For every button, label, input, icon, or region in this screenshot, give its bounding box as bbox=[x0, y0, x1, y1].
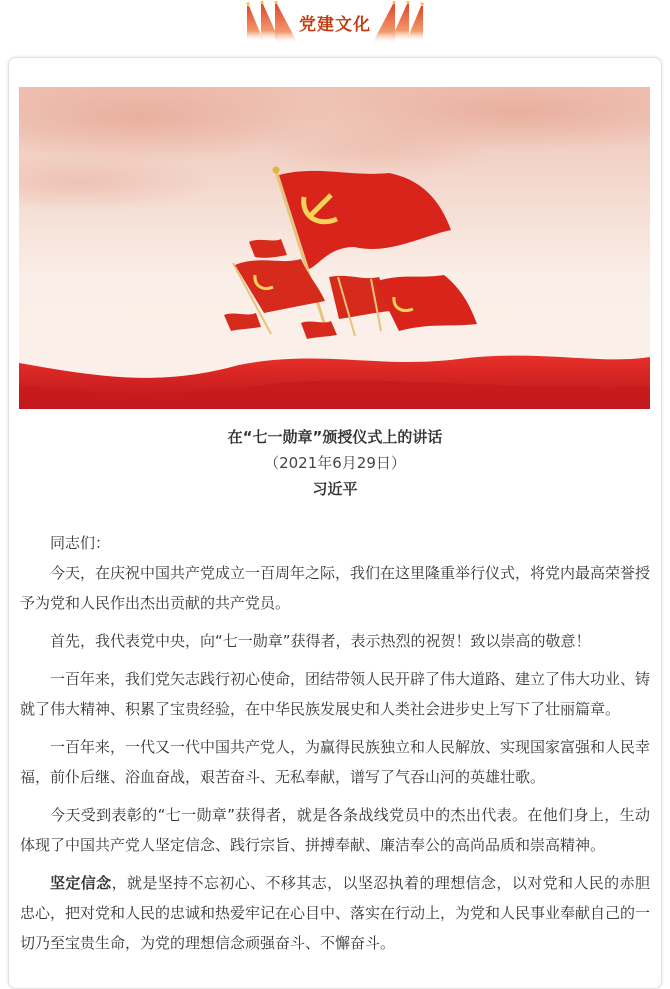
paragraph: 首先，我代表党中央，向“七一勋章”获得者，表示热烈的祝贺！致以崇高的敬意！ bbox=[50, 632, 591, 650]
hero-image bbox=[19, 87, 650, 409]
section-header bbox=[0, 0, 670, 48]
paragraph: 一百年来，一代又一代中国共产党人，为赢得民族独立和人民解放、实现国家富强和人民幸福，前仆后继、浴血奋战，艰苦奋斗、无私奉献，谱写了气吞山河的英雄壮歌。 bbox=[20, 738, 651, 786]
paragraph-text: ，就是坚持不忘初心、不移其志，以坚忍执着的理想信念，以对党和人民的赤胆忠心，把对党和人民的忠诚和热爱牢记在心目中、落实在行动上，为党和人民事业奉献自己的一切乃至宝贵生命，为党的理想信念顽强奋斗、不懈奋斗。 bbox=[20, 874, 651, 952]
paragraph: 同志们： bbox=[50, 534, 111, 552]
article-author: 习近平 bbox=[312, 480, 358, 498]
article-card bbox=[8, 57, 662, 989]
red-flags-icon bbox=[366, 0, 426, 46]
paragraph: 今天，在庆祝中国共产党成立一百周年之际，我们在这里隆重举行仪式，将党内最高荣誉授予为党和人民作出杰出贡献的共产党员。 bbox=[20, 564, 651, 612]
paragraph bbox=[20, 868, 650, 958]
emphasis-text: 坚定信念 bbox=[50, 874, 112, 892]
article-title: 在“七一勋章”颁授仪式上的讲话 bbox=[227, 428, 443, 446]
article-body bbox=[20, 528, 650, 966]
paragraph: 一百年来，我们党矢志践行初心使命，团结带领人民开辟了伟大道路、建立了伟大功业、铸就了伟大精神、积累了宝贵经验，在中华民族发展史和人类社会进步史上写下了壮丽篇章。 bbox=[20, 670, 651, 718]
paragraph: 今天受到表彰的“七一勋章”获得者，就是各条战线党员中的杰出代表。在他们身上，生动体现了中国共产党人坚定信念、践行宗旨、拼搏奉献、廉洁奉公的高尚品质和崇高精神。 bbox=[20, 806, 650, 854]
section-title: 党建文化 bbox=[299, 15, 371, 35]
article-date: （2021年6月29日） bbox=[264, 454, 406, 472]
